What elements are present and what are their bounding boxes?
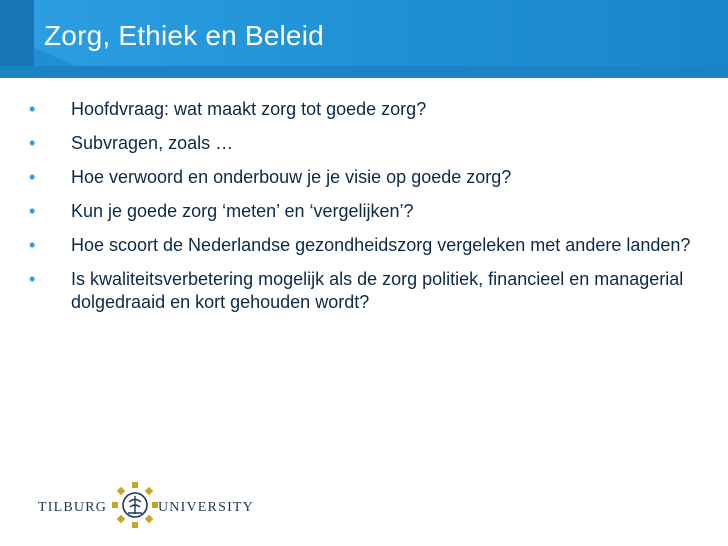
bullet-dot-icon: • (29, 167, 36, 187)
bullet-item (24, 268, 704, 314)
bullet-text: Hoofdvraag: wat maakt zorg tot goede zorg? (71, 99, 427, 119)
university-emblem-icon (110, 480, 160, 530)
header-stripe (0, 66, 728, 78)
bullet-text: Subvragen, zoals … (71, 133, 234, 153)
bullet-text: Hoe scoort de Nederlandse gezondheidszorg vergeleken met andere landen? (71, 235, 691, 255)
bullet-text: Is kwaliteitsverbetering mogelijk als de zorg politiek, financieel en managerial dolgedraaid en kort gehouden wordt? (71, 269, 684, 312)
logo-word-right: UNIVERSITY (158, 500, 254, 515)
bullet-item (24, 234, 704, 257)
bullet-item (24, 132, 704, 155)
bullet-item (24, 200, 704, 223)
bullet-text: Hoe verwoord en onderbouw je je visie op goede zorg? (71, 167, 512, 187)
bullet-dot-icon: • (29, 201, 36, 221)
bullet-dot-icon: • (29, 99, 36, 119)
bullet-text: Kun je goede zorg ‘meten’ en ‘vergelijken’? (71, 201, 414, 221)
bullet-dot-icon: • (29, 269, 36, 289)
title-bar (0, 0, 728, 78)
bullet-dot-icon: • (29, 235, 36, 255)
bullet-item (24, 98, 704, 121)
bullet-dot-icon: • (29, 133, 36, 153)
bullet-list (24, 98, 704, 325)
bullet-item (24, 166, 704, 189)
logo-word-left: TILBURG (38, 500, 108, 515)
slide-title: Zorg, Ethiek en Beleid (44, 20, 324, 51)
tilburg-university-logo (38, 480, 254, 536)
